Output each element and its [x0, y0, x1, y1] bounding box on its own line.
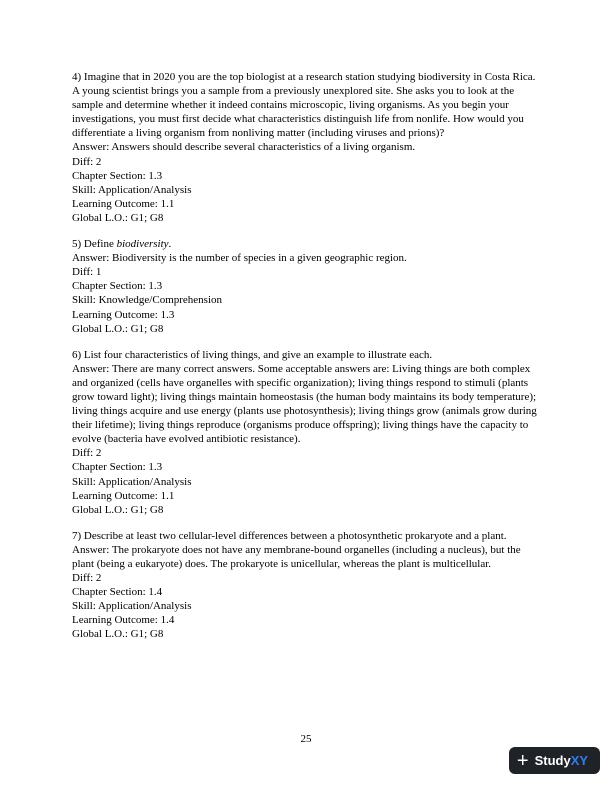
- difficulty: Diff: 2: [72, 447, 102, 460]
- learning-outcome: Learning Outcome: 1.4: [72, 614, 175, 627]
- global-lo: Global L.O.: G1; G8: [72, 628, 164, 641]
- learning-outcome: Learning Outcome: 1.1: [72, 489, 175, 502]
- chapter-section: Chapter Section: 1.4: [72, 586, 163, 599]
- brand-main: Study: [534, 753, 571, 768]
- studyxy-badge[interactable]: [509, 747, 600, 774]
- chapter-section: Chapter Section: 1.3: [72, 280, 163, 293]
- question-7: [72, 529, 542, 642]
- global-lo: Global L.O.: G1; G8: [72, 322, 164, 335]
- question-prompt: 6) List four characteristics of living things, and give an example to illustrate each.: [72, 348, 433, 361]
- skill: Skill: Knowledge/Comprehension: [72, 294, 223, 307]
- global-lo: Global L.O.: G1; G8: [72, 503, 164, 516]
- question-prompt: 7) Describe at least two cellular-level differences between a photosynthetic prokaryote and a plant.: [72, 529, 507, 542]
- difficulty: Diff: 2: [72, 155, 102, 168]
- page-number: 25: [300, 733, 312, 745]
- prompt-prefix: 5) Define: [72, 238, 117, 251]
- document-body: [72, 70, 542, 654]
- question-6: [72, 348, 542, 517]
- chapter-section: Chapter Section: 1.3: [72, 461, 163, 474]
- plus-icon: +: [516, 749, 529, 772]
- question-answer: Answer: The prokaryote does not have any membrane-bound organelles (including a nucleus), but the plant (being a eukaryote) does. The prokaryote is unicellular, whereas the plant is multicellular.: [72, 543, 521, 570]
- difficulty: Diff: 1: [72, 266, 102, 279]
- question-5: [72, 237, 542, 336]
- question-answer: Answer: There are many correct answers. Some acceptable answers are: Living things are both complex and organized (cells have organelles with specific organization); living things respond to stimuli (plants grow toward light); living things maintain homeostasis (the human body maintains its body temperature); living things acquire and use energy (plants use photosynthesis); living things grow (animals grow during their lifetime); living things reproduce (organisms produce offspring); living things have the capacity to evolve (bacteria have evolved antibiotic resistance).: [72, 362, 537, 446]
- question-prompt: [72, 237, 542, 251]
- skill: Skill: Application/Analysis: [72, 600, 192, 613]
- skill: Skill: Application/Analysis: [72, 475, 192, 488]
- skill: Skill: Application/Analysis: [72, 183, 192, 196]
- prompt-term: biodiversity: [116, 238, 169, 251]
- question-answer: Answer: Answers should describe several characteristics of a living organism.: [72, 141, 416, 154]
- question-answer: Answer: Biodiversity is the number of species in a given geographic region.: [72, 252, 407, 265]
- prompt-suffix: .: [168, 238, 172, 251]
- global-lo: Global L.O.: G1; G8: [72, 211, 164, 224]
- difficulty: Diff: 2: [72, 572, 102, 585]
- brand-accent: XY: [570, 753, 589, 768]
- chapter-section: Chapter Section: 1.3: [72, 169, 163, 182]
- learning-outcome: Learning Outcome: 1.1: [72, 197, 175, 210]
- learning-outcome: Learning Outcome: 1.3: [72, 308, 175, 321]
- question-4: [72, 70, 542, 225]
- question-prompt: 4) Imagine that in 2020 you are the top biologist at a research station studying biodiversity in Costa Rica. A young scientist brings you a sample from a previously unexplored site. She asks you to look at the sample and determine whether it indeed contains microscopic, living organisms. As you begin your investigations, you must first decide what characteristics distinguish life from nonlife. How would you differentiate a living organism from nonliving matter (including viruses and prions)?: [72, 71, 536, 140]
